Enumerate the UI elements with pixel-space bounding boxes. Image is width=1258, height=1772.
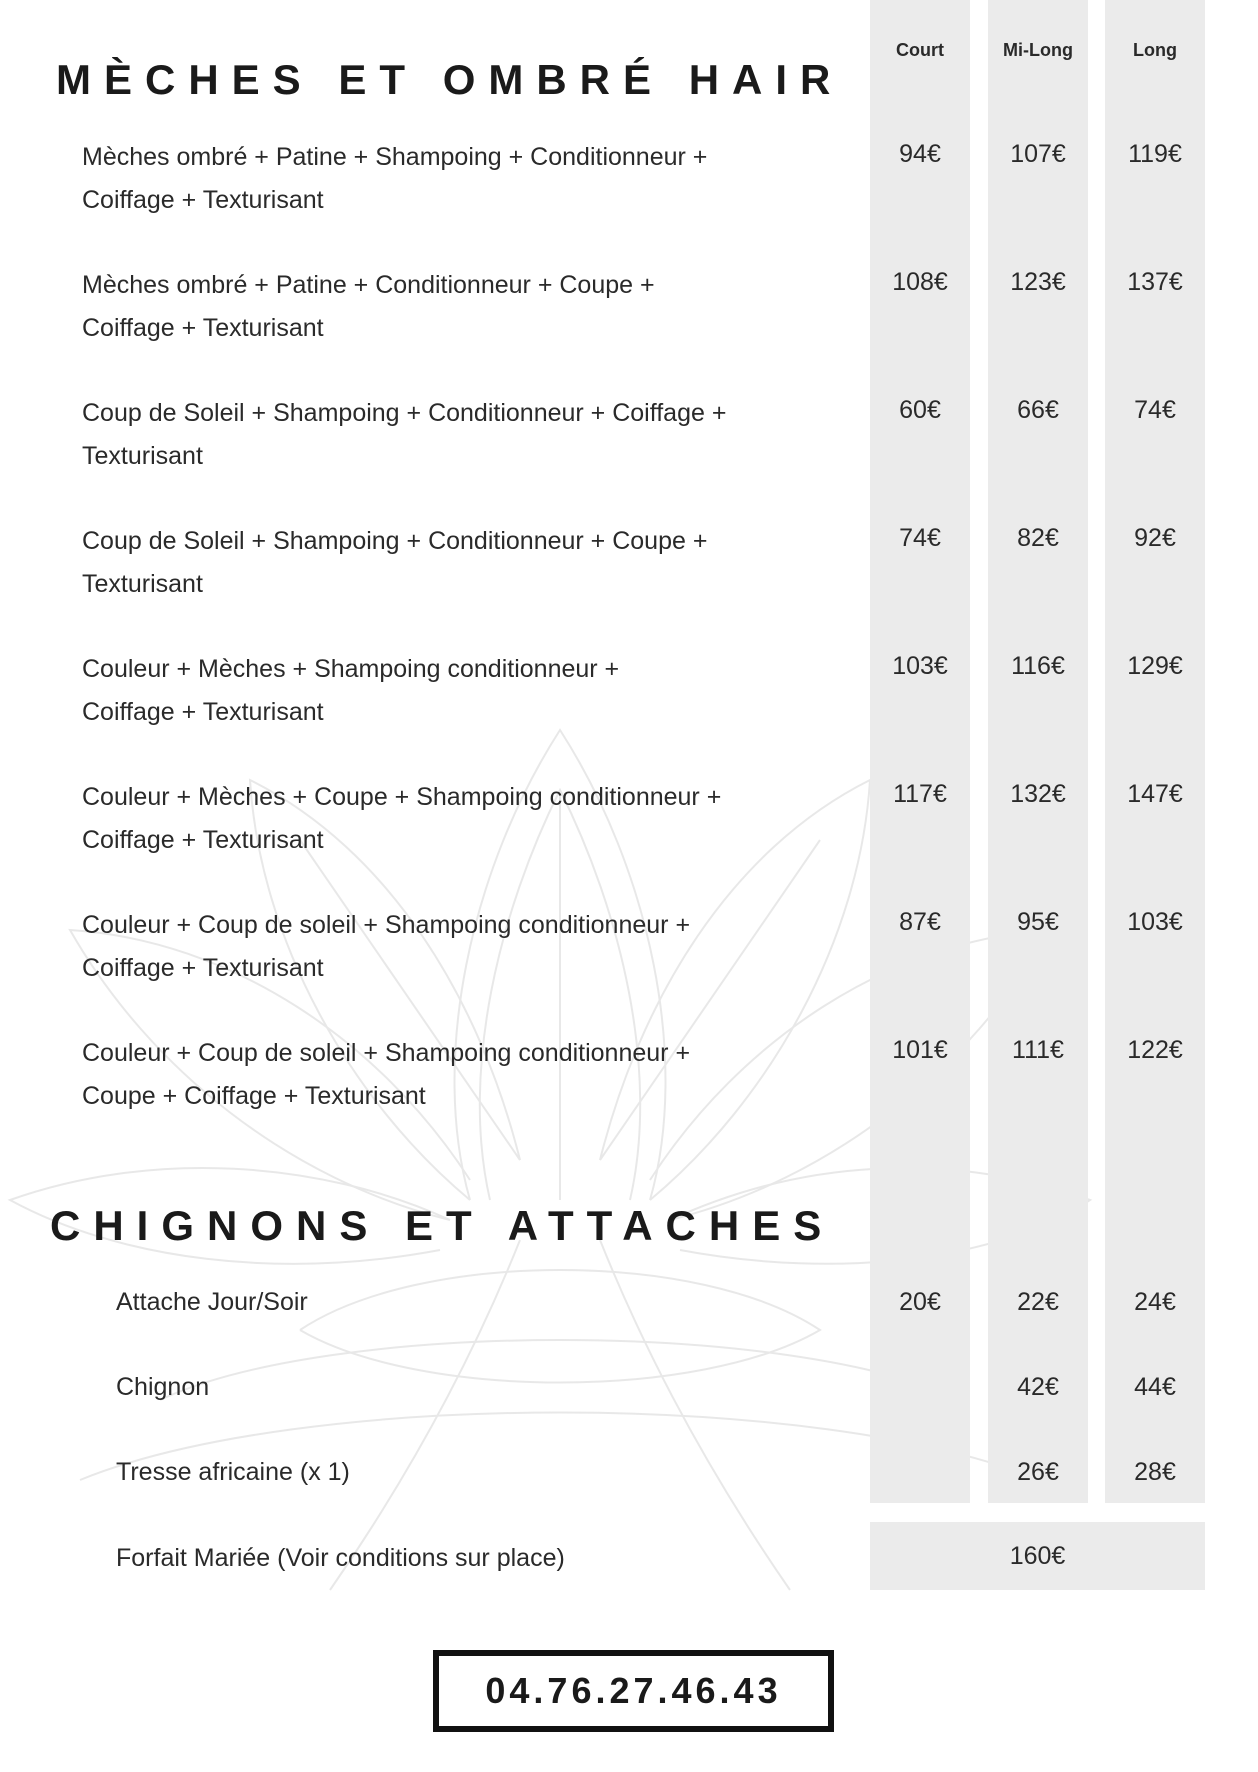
desc-line1: Couleur + Mèches + Shampoing conditionneur +	[82, 655, 620, 683]
desc-line1: Mèches ombré + Patine + Shampoing + Conditionneur +	[82, 143, 708, 171]
price-long: 122€	[1127, 1036, 1183, 1064]
service-description	[82, 904, 802, 990]
price-mi-long: 82€	[1017, 524, 1059, 552]
price-row	[0, 1367, 1258, 1427]
desc-line2: Coiffage + Texturisant	[82, 826, 324, 854]
price-long: 147€	[1127, 780, 1183, 808]
price-mi-long: 95€	[1017, 908, 1059, 936]
price-court: 117€	[893, 780, 947, 808]
price-row	[0, 776, 1258, 886]
price-mi-long: 22€	[1017, 1288, 1059, 1316]
price-court: 20€	[899, 1288, 941, 1316]
column-header-mi-long: Mi-Long	[1003, 40, 1073, 60]
price-mi-long: 123€	[1010, 268, 1066, 296]
price-mi-long: 111€	[1012, 1036, 1064, 1064]
price-mi-long: 132€	[1010, 780, 1066, 808]
price-court: 108€	[892, 268, 948, 296]
price-row	[0, 1032, 1258, 1142]
price-row	[0, 264, 1258, 374]
desc-line1: Couleur + Coup de soleil + Shampoing conditionneur +	[82, 1039, 691, 1067]
price-mi-long: 66€	[1017, 396, 1059, 424]
desc-line1: Coup de Soleil + Shampoing + Conditionneur + Coupe +	[82, 527, 708, 555]
price-long: 92€	[1134, 524, 1176, 552]
price-long: 137€	[1127, 268, 1183, 296]
price-mi-long: 116€	[1011, 652, 1065, 680]
service-label: Attache Jour/Soir	[116, 1288, 308, 1316]
section-title-meches: MÈCHES ET OMBRÉ HAIR	[56, 56, 844, 103]
price-court: 87€	[899, 908, 941, 936]
price-long: 129€	[1127, 652, 1183, 680]
section-title-chignons: CHIGNONS ET ATTACHES	[50, 1202, 835, 1249]
price-row	[0, 904, 1258, 1014]
price-court: 74€	[899, 524, 941, 552]
service-label: Chignon	[116, 1373, 210, 1401]
phone-box	[433, 1650, 834, 1732]
price-row	[0, 392, 1258, 502]
price-row	[0, 1452, 1258, 1512]
desc-line1: Coup de Soleil + Shampoing + Conditionneur + Coiffage +	[82, 399, 727, 427]
price-row	[0, 1282, 1258, 1342]
desc-line2: Coiffage + Texturisant	[82, 186, 324, 214]
price-long: 119€	[1128, 140, 1182, 168]
price-mi-long: 107€	[1010, 140, 1066, 168]
desc-line2: Coiffage + Texturisant	[82, 698, 324, 726]
price-mi-long: 42€	[1017, 1373, 1059, 1401]
service-description	[82, 1032, 802, 1118]
mariee-label: Forfait Mariée (Voir conditions sur place)	[116, 1544, 565, 1572]
service-description	[82, 392, 802, 478]
mariee-price: 160€	[1009, 1542, 1066, 1570]
price-row	[0, 648, 1258, 758]
price-court: 101€	[892, 1036, 948, 1064]
service-description	[82, 776, 802, 862]
column-header-long: Long	[1133, 40, 1177, 60]
price-long: 28€	[1134, 1458, 1176, 1486]
service-description	[82, 264, 802, 350]
price-row	[0, 136, 1258, 246]
service-description	[82, 136, 802, 222]
service-description	[82, 520, 802, 606]
desc-line2: Texturisant	[82, 570, 203, 598]
price-long: 103€	[1127, 908, 1183, 936]
price-row	[0, 520, 1258, 630]
price-long: 24€	[1134, 1288, 1176, 1316]
price-mi-long: 26€	[1017, 1458, 1059, 1486]
service-description	[82, 648, 802, 734]
desc-line2: Coiffage + Texturisant	[82, 954, 324, 982]
column-header-court: Court	[896, 40, 944, 60]
desc-line1: Couleur + Mèches + Coupe + Shampoing conditionneur +	[82, 783, 722, 811]
desc-line2: Coiffage + Texturisant	[82, 314, 324, 342]
desc-line2: Coupe + Coiffage + Texturisant	[82, 1082, 426, 1110]
price-long: 74€	[1134, 396, 1176, 424]
price-court: 60€	[899, 396, 941, 424]
price-court: 94€	[899, 140, 941, 168]
price-court: 103€	[892, 652, 948, 680]
desc-line1: Couleur + Coup de soleil + Shampoing conditionneur +	[82, 911, 691, 939]
desc-line1: Mèches ombré + Patine + Conditionneur + Coupe +	[82, 271, 655, 299]
price-long: 44€	[1134, 1373, 1176, 1401]
desc-line2: Texturisant	[82, 442, 203, 470]
service-label: Tresse africaine (x 1)	[116, 1458, 350, 1486]
phone-number: 04.76.27.46.43	[485, 1670, 782, 1711]
